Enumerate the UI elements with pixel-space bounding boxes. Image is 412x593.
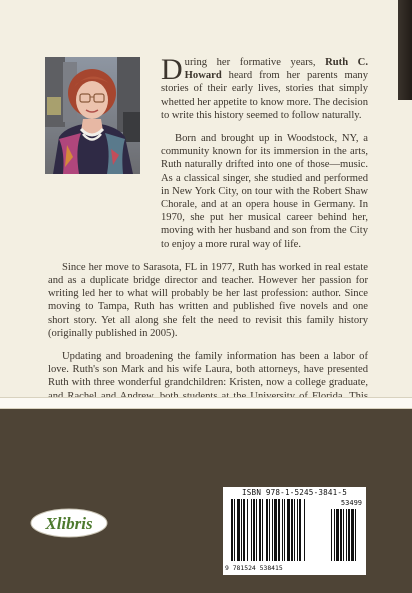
barcode-bar xyxy=(334,509,335,561)
barcode-bar xyxy=(241,499,242,561)
barcode-bar xyxy=(282,499,283,561)
ean-digits: 9 781524 538415 xyxy=(225,564,283,572)
barcode-bar xyxy=(237,499,240,561)
barcode-bar xyxy=(340,509,342,561)
bio-paragraph-3: Since her move to Sarasota, FL in 1977, Ruth has worked in real estate and as a duplicate bridge director and teacher. However her passion for writing led her to what will probably be her last profession: author. Since moving to Tampa, Ruth has written and published five novels and one short story. Yet all along she felt the need to revisit this family history (originally published in 2005). xyxy=(48,261,368,339)
barcode-bar xyxy=(262,499,263,561)
barcode-bar xyxy=(272,499,273,561)
drop-cap: D xyxy=(161,53,183,86)
barcode-bar xyxy=(243,499,245,561)
barcode-bars xyxy=(223,487,366,575)
barcode-bar xyxy=(294,499,295,561)
barcode-bar xyxy=(331,509,332,561)
bio-paragraph-1: During her formative years, Ruth C. Howard heard from her parents many stories of their early lives, stories that simply whetted her appetite to know more. The decision to write this history seemed to follow naturally. xyxy=(161,53,368,121)
price-code: 53499 xyxy=(340,499,362,507)
barcode-bar xyxy=(297,499,298,561)
barcode-bar xyxy=(278,499,280,561)
barcode-bar xyxy=(231,499,233,561)
barcode-bar xyxy=(343,509,344,561)
barcode-bar xyxy=(304,499,305,561)
barcode-bar xyxy=(284,499,285,561)
barcode-bar xyxy=(266,499,268,561)
barcode-bar xyxy=(299,499,301,561)
barcode-bar xyxy=(259,499,261,561)
barcode-bar xyxy=(348,509,350,561)
barcode-bar xyxy=(234,499,235,561)
bio-paragraph-2: Born and brought up in Woodstock, NY, a community known for its immersion in the arts, Ruth naturally drifted into one of those—music. As a classical singer, she studied and performed in New York City, on tour with the Robert Shaw Chorale, and at an opera house in Germany. In 1970, she put her musical career behind her, moving with her husband and son from the City to enjoy a more rural way of life. xyxy=(161,133,368,250)
barcode-bar xyxy=(251,499,252,561)
bio-paragraph-4: Updating and broadening the family information has been a labor of love. Ruth's son Mark and his wife Laura, both attorneys, have presented Ruth with three wonderful grandchildren: Kristen, now a college graduate, xyxy=(48,351,368,389)
barcode-bar xyxy=(355,509,356,561)
isbn-barcode xyxy=(223,487,366,575)
barcode-bar xyxy=(291,499,293,561)
barcode-bar xyxy=(287,499,290,561)
xlibris-logo-text: Xlibris xyxy=(45,514,93,533)
barcode-bar xyxy=(269,499,270,561)
barcode-bar xyxy=(346,509,347,561)
isbn-number: ISBN 978-1-5245-3841-5 xyxy=(242,488,347,497)
barcode-bar xyxy=(253,499,255,561)
barcode-bar xyxy=(247,499,248,561)
xlibris-logo xyxy=(28,505,110,541)
barcode-bar xyxy=(274,499,277,561)
author-name: Ruth C. Howard xyxy=(184,57,368,82)
cover-divider xyxy=(0,397,412,409)
barcode-bar xyxy=(351,509,354,561)
barcode-bar xyxy=(256,499,257,561)
barcode-bar xyxy=(336,509,339,561)
spine-edge xyxy=(398,0,412,100)
